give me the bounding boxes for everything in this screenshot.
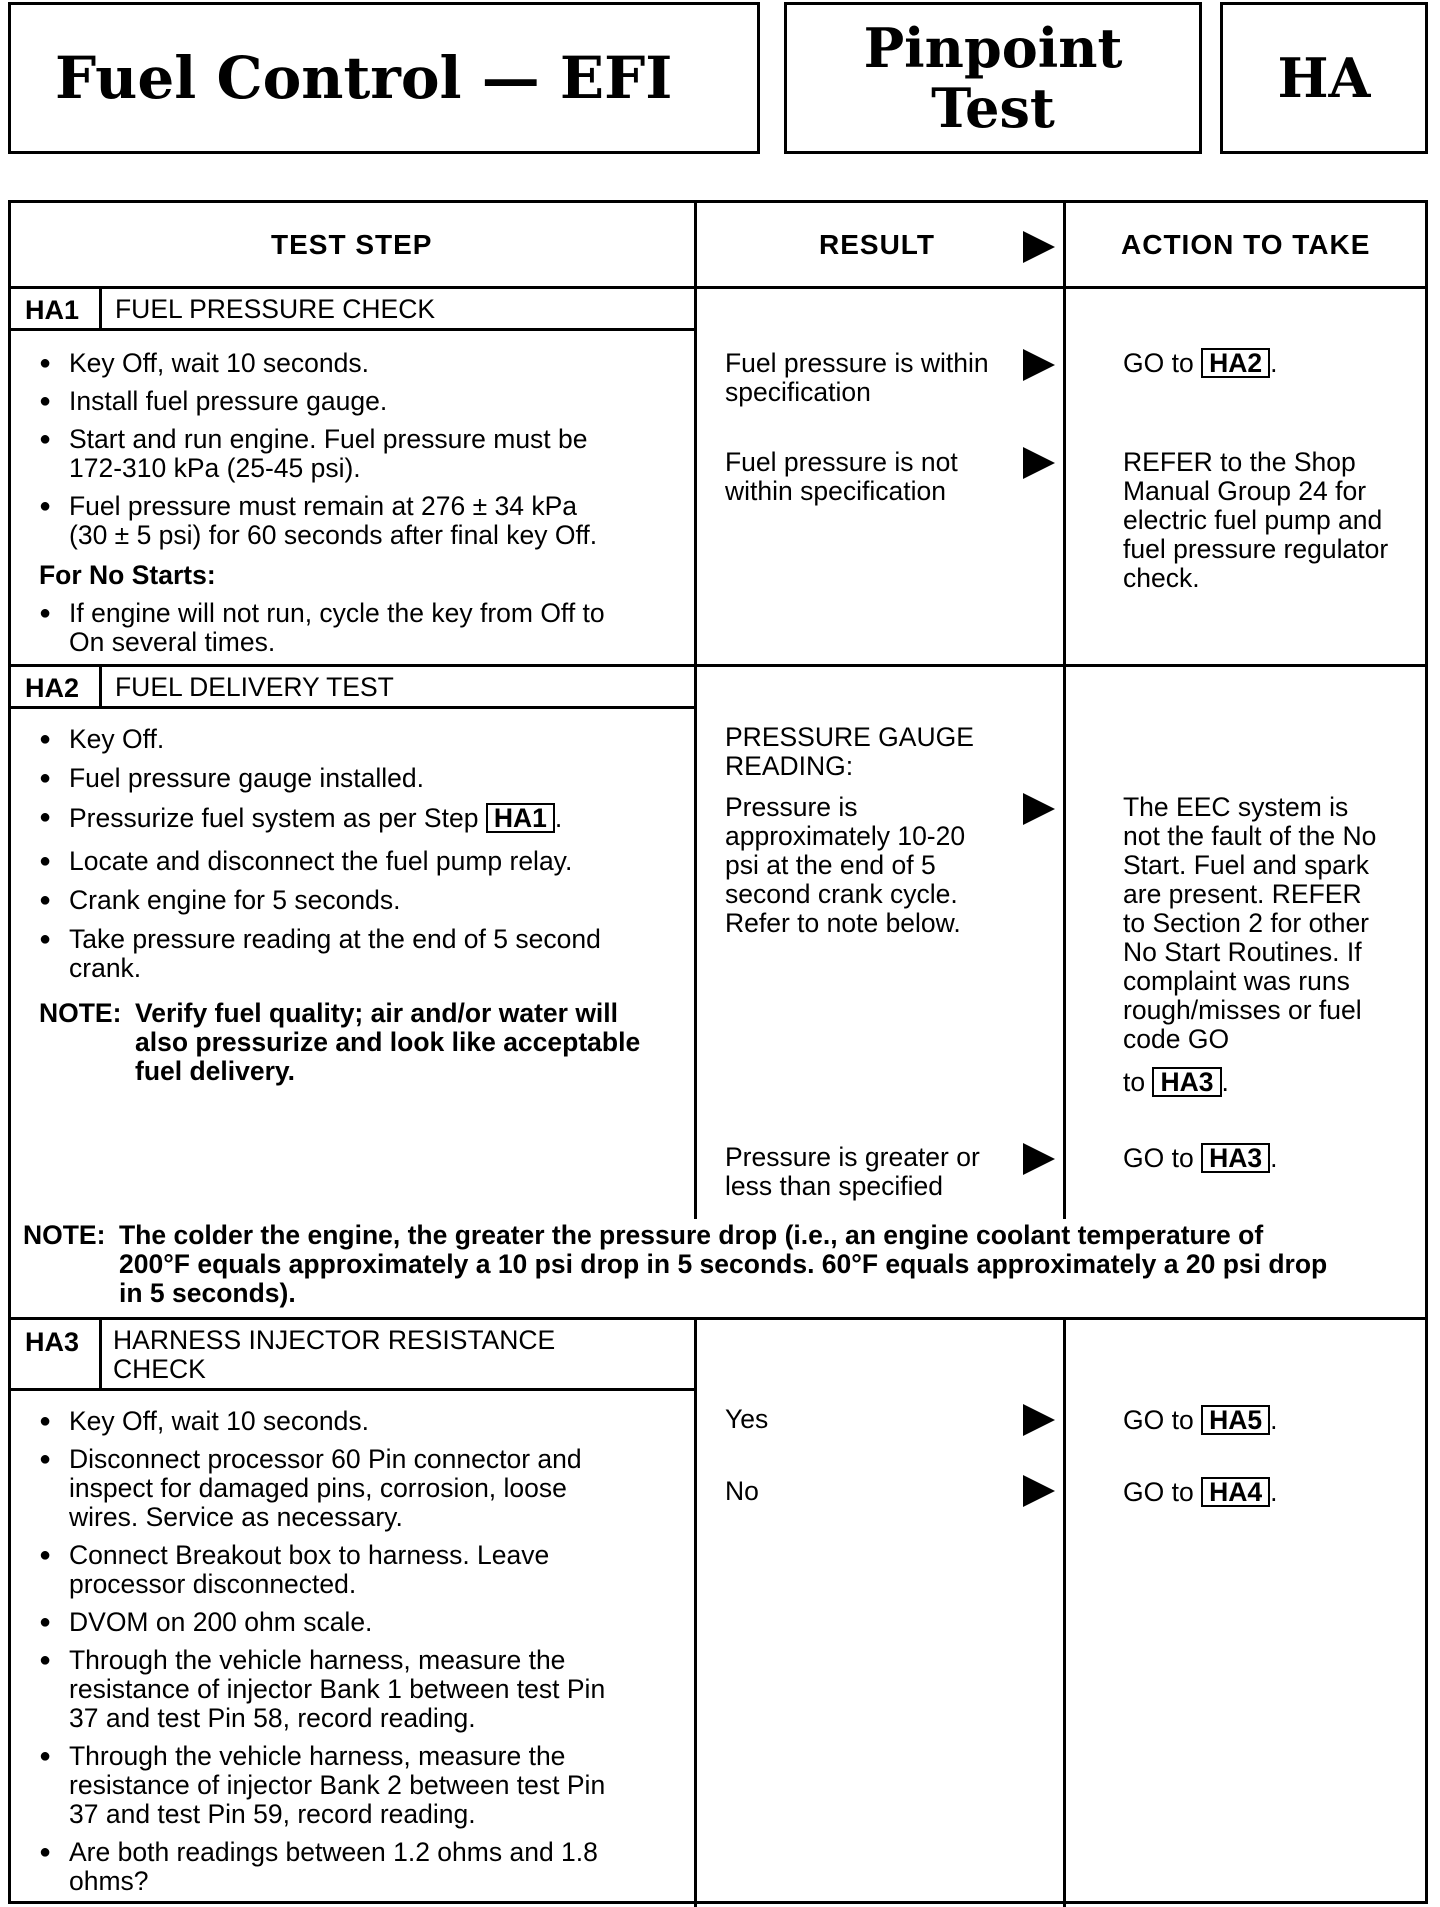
step-id-ha3: HA3 xyxy=(25,1327,80,1357)
list-item: ● Fuel pressure gauge installed. xyxy=(39,764,689,793)
list-item: ● Key Off, wait 10 seconds. xyxy=(39,1407,689,1436)
list-item: ● Locate and disconnect the fuel pump relay. xyxy=(39,847,689,876)
row-divider xyxy=(11,1317,1425,1320)
ha3-steps xyxy=(39,1407,689,1896)
arrow-icon xyxy=(1023,1143,1055,1175)
ha1-result-1: Fuel pressure is within specification xyxy=(725,348,989,407)
col-header-result: RESULT xyxy=(819,229,935,260)
ha3-action-no: GO to HA4 . xyxy=(1123,1477,1278,1507)
list-item: ● Fuel pressure must remain at 276 ± 34 kPa (30 ± 5 psi) for 60 seconds after final key Off. xyxy=(39,492,689,550)
step-name-ha1: FUEL PRESSURE CHECK xyxy=(115,294,436,324)
list-item: ● Pressurize fuel system as per Step HA1 . xyxy=(39,803,689,833)
list-item: ● Key Off. xyxy=(39,725,689,754)
step-name-underline xyxy=(11,1388,694,1391)
ha2-action-1: The EEC system is not the fault of the No Start. Fuel and spark are present. REFER to Section 2 for other No Start Routines. If complaint was runs rough/misses or fuel code GO xyxy=(1123,792,1377,1054)
step-ref-ha5[interactable]: HA5 xyxy=(1201,1405,1270,1435)
step-name-underline xyxy=(11,706,694,709)
step-id-divider xyxy=(99,1320,102,1390)
no-starts-heading: For No Starts: xyxy=(39,560,216,590)
col-header-action: ACTION TO TAKE xyxy=(1121,229,1371,260)
list-item: ● Disconnect processor 60 Pin connector and inspect for damaged pins, corrosion, loose wires. Service as necessary. xyxy=(39,1445,689,1532)
arrow-icon xyxy=(1023,349,1055,381)
step-ref-ha3[interactable]: HA3 xyxy=(1201,1143,1270,1173)
step-ref-ha2[interactable]: HA2 xyxy=(1201,348,1270,378)
arrow-icon xyxy=(1023,447,1055,479)
ha1-action-2: REFER to the Shop Manual Group 24 for electric fuel pump and fuel pressure regulator check. xyxy=(1123,447,1389,593)
step-id-divider xyxy=(99,289,102,329)
list-item: ● If engine will not run, cycle the key from Off to On several times. xyxy=(39,599,689,657)
arrow-icon xyxy=(1023,231,1055,263)
list-item: ● Install fuel pressure gauge. xyxy=(39,387,689,416)
ha3-result-no: No xyxy=(725,1476,759,1506)
test-table xyxy=(8,200,1428,1904)
step-ref-ha1[interactable]: HA1 xyxy=(486,803,555,833)
test-code: HA xyxy=(1220,2,1428,154)
list-item: ● Through the vehicle harness, measure the resistance of injector Bank 2 between test Pin 37 and test Pin 59, record reading. xyxy=(39,1742,689,1829)
arrow-icon xyxy=(1023,793,1055,825)
step-name-underline xyxy=(11,328,694,331)
col-divider-1b xyxy=(694,1320,697,1907)
general-note-text: The colder the engine, the greater the pressure drop (i.e., an engine coolant temperature of 200°F equals approximately a 10 psi drop in 5 seconds. 60°F equals approximately a 20 psi drop in 5 seconds). xyxy=(119,1220,1328,1308)
gauge-reading-heading: PRESSURE GAUGE READING: xyxy=(725,722,974,781)
ha2-result-1: Pressure is approximately 10-20 psi at the end of 5 second crank cycle. Refer to note below. xyxy=(725,792,966,938)
ha2-steps xyxy=(39,725,689,983)
ha1-result-2: Fuel pressure is not within specification xyxy=(725,447,958,506)
list-item: ● Through the vehicle harness, measure the resistance of injector Bank 1 between test Pin 37 and test Pin 58, record reading. xyxy=(39,1646,689,1733)
arrow-icon xyxy=(1023,1404,1055,1436)
list-item: ● Key Off, wait 10 seconds. xyxy=(39,349,689,378)
ha1-no-start-steps xyxy=(39,599,689,657)
ha2-action-2: GO to HA3 . xyxy=(1123,1143,1278,1173)
list-item: ● Are both readings between 1.2 ohms and 1.8 ohms? xyxy=(39,1838,689,1896)
ha1-steps xyxy=(39,349,689,550)
ha2-note-label: NOTE: xyxy=(39,998,122,1028)
ha2-action-1-goto: to HA3 . xyxy=(1123,1067,1229,1097)
header-divider xyxy=(11,286,1425,289)
general-note-label: NOTE: xyxy=(23,1220,106,1250)
list-item: ● DVOM on 200 ohm scale. xyxy=(39,1608,689,1637)
step-name-ha2: FUEL DELIVERY TEST xyxy=(115,672,394,702)
list-item: ● Take pressure reading at the end of 5 second crank. xyxy=(39,925,689,983)
col-header-step: TEST STEP xyxy=(271,229,433,260)
step-id-ha1: HA1 xyxy=(25,295,80,325)
ha3-result-yes: Yes xyxy=(725,1404,769,1434)
step-name-ha3: HARNESS INJECTOR RESISTANCE CHECK xyxy=(113,1325,556,1384)
step-id-ha2: HA2 xyxy=(25,673,80,703)
step-id-divider xyxy=(99,667,102,707)
ha2-note-text: Verify fuel quality; air and/or water will also pressurize and look like acceptable fuel delivery. xyxy=(135,998,641,1086)
pinpoint-test-label: Pinpoint Test xyxy=(784,2,1202,154)
ha1-action-1: GO to HA2 . xyxy=(1123,348,1278,378)
col-divider-1 xyxy=(694,203,697,1219)
row-divider xyxy=(11,664,1425,667)
arrow-icon xyxy=(1023,1475,1055,1507)
list-item: ● Crank engine for 5 seconds. xyxy=(39,886,689,915)
col-divider-2b xyxy=(1063,1320,1066,1907)
step-ref-ha3[interactable]: HA3 xyxy=(1152,1067,1221,1097)
step-ref-ha4[interactable]: HA4 xyxy=(1201,1477,1270,1507)
ha2-result-2: Pressure is greater or less than specified xyxy=(725,1142,980,1201)
list-item: ● Start and run engine. Fuel pressure must be 172-310 kPa (25-45 psi). xyxy=(39,425,689,483)
list-item: ● Connect Breakout box to harness. Leave processor disconnected. xyxy=(39,1541,689,1599)
ha3-action-yes: GO to HA5 . xyxy=(1123,1405,1278,1435)
col-divider-2 xyxy=(1063,203,1066,1219)
page-title: Fuel Control — EFI xyxy=(8,2,760,154)
